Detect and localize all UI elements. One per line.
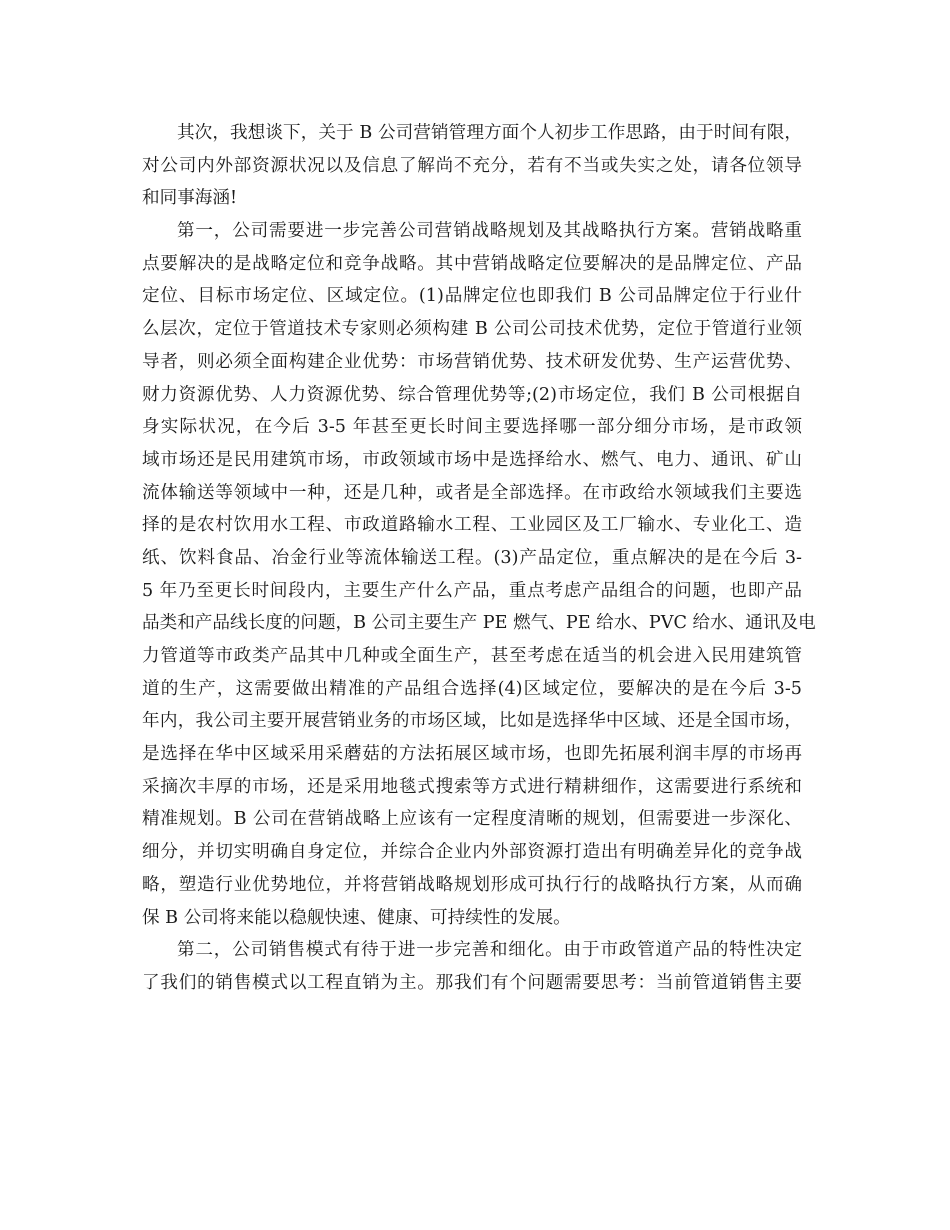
text-line: 略，塑造行业优势地位，并将营销战略规划形成可执行行的战略执行方案，从而确 [142,874,802,895]
text-line: 第二，公司销售模式有待于进一步完善和细化。由于市政管道产品的特性决定 [177,940,802,961]
text-line: 么层次，定位于管道技术专家则必须构建 B 公司公司技术优势，定位于管道行业领 [142,319,802,340]
text-line: 身实际状况，在今后 3-5 年甚至更长时间主要选择哪一部分细分市场，是市政领 [142,417,802,438]
paragraph-intro [142,117,802,215]
text-line: 道的生产，这需要做出精准的产品组合选择(4)区域定位，要解决的是在今后 3-5 [142,678,802,699]
text-line: 财力资源优势、人力资源优势、综合管理优势等;(2)市场定位，我们 B 公司根据自 [142,384,802,405]
text-line: 精准规划。B 公司在营销战略上应该有一定程度清晰的规划，但需要进一步深化、 [142,809,802,830]
text-line: 第一，公司需要进一步完善公司营销战略规划及其战略执行方案。营销战略重 [177,221,802,242]
document-body [142,117,816,1000]
text-line: 和同事海涵! [142,188,238,209]
text-line: 流体输送等领域中一种，还是几种，或者是全部选择。在市政给水领域我们主要选 [142,482,802,503]
text-line: 纸、饮料食品、冶金行业等流体输送工程。(3)产品定位，重点解决的是在今后 3- [142,547,802,568]
text-line: 了我们的销售模式以工程直销为主。那我们有个问题需要思考：当前管道销售主要 [142,972,802,993]
text-line: 对公司内外部资源状况以及信息了解尚不充分，若有不当或失实之处，请各位领导 [142,155,802,176]
text-line: 是选择在华中区域采用采蘑菇的方法拓展区域市场，也即先拓展利润丰厚的市场再 [142,744,802,765]
text-line: 保 B 公司将来能以稳舰快速、健康、可持续性的发展。 [142,907,571,928]
text-line: 采摘次丰厚的市场，还是采用地毯式搜索等方式进行精耕细作，这需要进行系统和 [142,776,802,797]
text-line: 品类和产品线长度的问题，B 公司主要生产 PE 燃气、PE 给水、PVC 给水、通讯及电 [142,613,816,634]
text-line: 5 年乃至更长时间段内，主要生产什么产品，重点考虑产品组合的问题，也即产品 [142,580,802,601]
text-line: 力管道等市政类产品其中几种或全面生产，甚至考虑在适当的机会进入民用建筑管 [142,646,802,666]
paragraph-first-point [142,215,816,934]
paragraph-second-point [142,934,802,999]
text-line: 其次，我想谈下，关于 B 公司营销管理方面个人初步工作思路，由于时间有限， [177,123,802,143]
text-line: 细分，并切实明确自身定位，并综合企业内外部资源打造出有明确差异化的竞争战 [142,842,802,863]
text-line: 定位、目标市场定位、区域定位。(1)品牌定位也即我们 B 公司品牌定位于行业什 [142,286,802,307]
text-line: 点要解决的是战略定位和竞争战略。其中营销战略定位要解决的是品牌定位、产品 [142,253,802,274]
text-line: 导者，则必须全面构建企业优势：市场营销优势、技术研发优势、生产运营优势、 [142,351,802,372]
text-line: 年内，我公司主要开展营销业务的市场区域，比如是选择华中区域、还是全国市场， [142,711,802,732]
text-line: 择的是农村饮用水工程、市政道路输水工程、工业园区及工厂输水、专业化工、造 [142,515,802,536]
text-line: 域市场还是民用建筑市场，市政领域市场中是选择给水、燃气、电力、通讯、矿山 [142,449,802,470]
